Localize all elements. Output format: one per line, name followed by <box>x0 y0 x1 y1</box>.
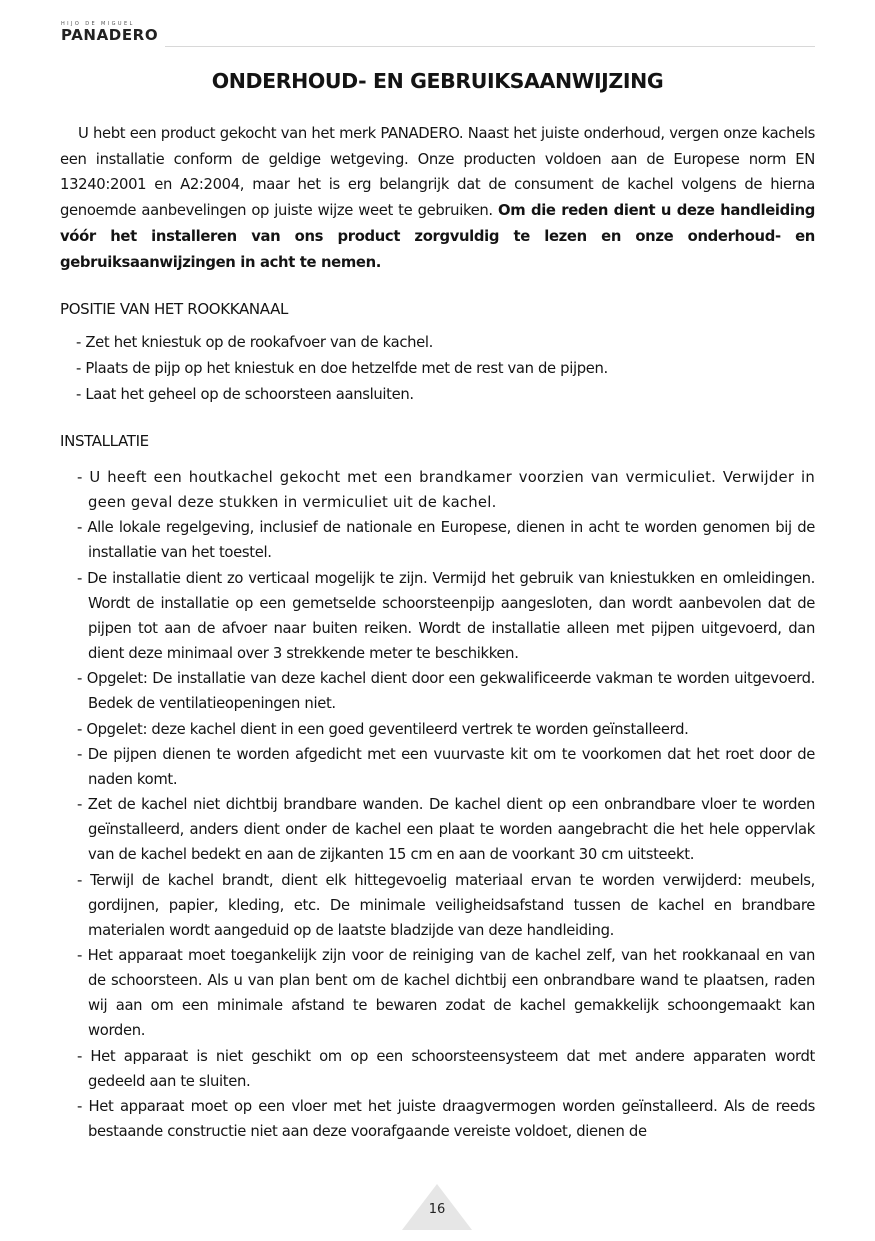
intro-paragraph <box>60 121 815 275</box>
page-title: ONDERHOUD- EN GEBRUIKSAANWIJZING <box>211 69 664 93</box>
logo-wordmark: PANADERO <box>61 26 159 44</box>
list-item: - Het apparaat moet op een vloer met het juiste draagvermogen worden geïnstalleerd. Als de reeds bestaande constructie niet aan deze voorafgaande vereiste voldoet, dienen de <box>77 1097 815 1141</box>
list-item: - Laat het geheel op de schoorsteen aansluiten. <box>76 386 414 403</box>
section-heading-installatie: INSTALLATIE <box>60 432 149 450</box>
list-item: - Zet het kniestuk op de rookafvoer van de kachel. <box>76 334 434 351</box>
logo-tagline: HIJO DE MIGUEL <box>61 21 135 27</box>
list-item: - De installatie dient zo verticaal mogelijk te zijn. Vermijd het gebruik van kniestukken en omleidingen. Wordt de installatie op een gemetselde schoorsteenpijp aangesloten, dan wordt aanbevolen dat de pijpen tot aan de afvoer naar buiten reiken. Wordt de installatie alleen met pijpen uitgevoerd, dan dient deze minimaal over 3 strekkende meter te beschikken. <box>77 569 815 663</box>
list-item: - Plaats de pijp op het kniestuk en doe hetzelfde met de rest van de pijpen. <box>76 360 608 377</box>
installatie-list <box>60 465 815 1144</box>
list-item: - Alle lokale regelgeving, inclusief de nationale en Europese, dienen in acht te worden genomen bij de installatie van het toestel. <box>77 519 815 562</box>
brand-logo <box>61 21 158 43</box>
intro-bold-text: Om die reden dient u deze handleiding vóór het installeren van ons product zorgvuldig te lezen en onze onderhoud- en gebruiksaanwijzingen in acht te nemen. <box>60 202 815 271</box>
list-item: - Opgelet: deze kachel dient in een goed geventileerd vertrek te worden geïnstalleerd. <box>77 720 689 738</box>
list-item: - De pijpen dienen te worden afgedicht met een vuurvaste kit om te voorkomen dat het roet door de naden komt. <box>77 745 815 788</box>
list-item: - Het apparaat is niet geschikt om op een schoorsteensysteem dat met andere apparaten wordt gedeeld aan te sluiten. <box>77 1047 815 1090</box>
list-item: - Zet de kachel niet dichtbij brandbare wanden. De kachel dient op een onbrandbare vloer te worden geïnstalleerd, anders dient onder de kachel een plaat te worden aangebracht die het hele oppervlak van de kachel bedekt en aan de zijkanten 15 cm en aan de voorkant 30 cm uitsteekt. <box>77 796 815 864</box>
section-heading-rookkanaal: POSITIE VAN HET ROOKKANAAL <box>60 300 288 318</box>
intro-text: U hebt een product gekocht van het merk PANADERO. Naast het juiste onderhoud, vergen onze kachels een installatie conform de geldige wetgeving. Onze producten voldoen aan de Europese norm EN 13240:2001 en A2:2004, maar het is erg belangrijk dat de consument de kachel volgens de hierna genoemde aanbevelingen op juiste wijze weet te gebruiken. <box>60 125 815 220</box>
rookkanaal-list <box>60 330 815 408</box>
list-item: - Het apparaat moet toegankelijk zijn voor de reiniging van de kachel zelf, van het rookkanaal en van de schoorsteen. Als u van plan bent om de kachel dichtbij een onbrandbare wand te plaatsen, raden wij aan om een minimale afstand te bewaren zodat de kachel gemakkelijk schoongemaakt kan worden. <box>77 946 815 1040</box>
header-divider <box>165 46 815 47</box>
list-item: - Opgelet: De installatie van deze kachel dient door een gekwalificeerde vakman te worden uitgevoerd. Bedek de ventilatieopeningen niet. <box>77 670 815 713</box>
list-item: - Terwijl de kachel brandt, dient elk hittegevoelig materiaal ervan te worden verwijderd: meubels, gordijnen, papier, kleding, etc. De minimale veiligheidsafstand tussen de kachel en brandbare materialen wordt aangeduid op de laatste bladzijde van deze handleiding. <box>77 871 815 939</box>
page-number: 16 <box>428 1202 446 1217</box>
list-item: - U heeft een houtkachel gekocht met een brandkamer voorzien van vermiculiet. Verwijder in geen geval deze stukken in vermiculiet uit de kachel. <box>77 469 815 512</box>
